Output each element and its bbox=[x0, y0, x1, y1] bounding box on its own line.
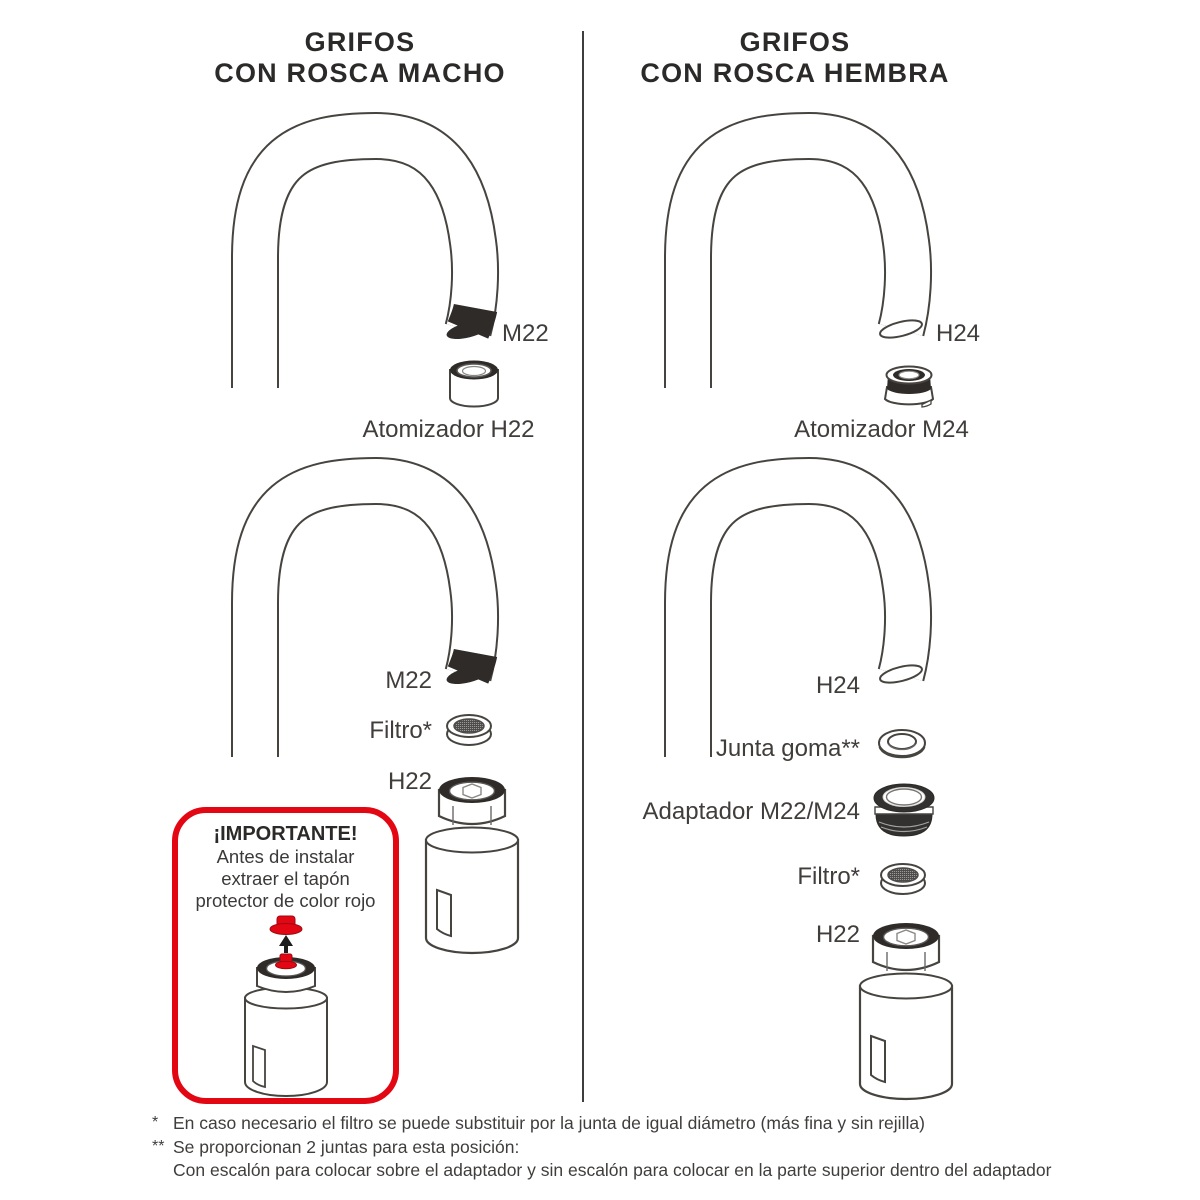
thread-label-m22-row2: M22 bbox=[385, 667, 432, 694]
column-title-male-line2: CON ROSCA MACHO bbox=[214, 58, 506, 88]
important-callout bbox=[172, 807, 399, 1104]
female-spout-drawing-row2 bbox=[613, 445, 973, 757]
part-label-atomizador-h22: Atomizador H22 bbox=[362, 416, 535, 443]
column-title-male-thread bbox=[150, 27, 570, 89]
thread-label-h24-row1: H24 bbox=[936, 320, 981, 347]
coupler-label-h22-left: H22 bbox=[387, 768, 432, 795]
footnote-2-continued bbox=[152, 1159, 1162, 1183]
column-divider bbox=[582, 31, 584, 1102]
adapter-label: Adaptador M22/M24 bbox=[642, 798, 860, 825]
footnote-1-text: En caso necesario el filtro se puede substituir por la junta de igual diámetro (más fina y sin rejilla) bbox=[173, 1113, 925, 1133]
footnote-1 bbox=[152, 1112, 1162, 1136]
column-title-female-line2: CON ROSCA HEMBRA bbox=[640, 58, 950, 88]
male-spout-drawing-row1 bbox=[180, 100, 540, 388]
aerator-m24-drawing bbox=[881, 363, 937, 410]
important-line2: extraer el tapón bbox=[221, 868, 350, 889]
coupler-h22-drawing-left bbox=[420, 762, 524, 962]
column-title-male-line1: GRIFOS bbox=[304, 27, 416, 57]
footnote-2-marker: ** bbox=[152, 1137, 165, 1155]
filter-drawing-left bbox=[445, 711, 493, 748]
coupler-label-h22-right: H22 bbox=[815, 921, 860, 948]
column-title-female-line1: GRIFOS bbox=[739, 27, 851, 57]
gasket-label: Junta goma** bbox=[715, 735, 860, 762]
filter-label-right: Filtro* bbox=[797, 863, 860, 890]
adapter-m22-m24-drawing bbox=[871, 780, 937, 842]
thread-label-h24-row2: H24 bbox=[815, 672, 860, 699]
important-line3: protector de color rojo bbox=[195, 890, 376, 911]
coupler-h22-drawing-right bbox=[854, 908, 958, 1108]
female-spout-drawing-row1 bbox=[613, 100, 973, 388]
thread-label-m22-row1: M22 bbox=[502, 320, 549, 347]
footnote-2-text: Se proporcionan 2 juntas para esta posición: bbox=[173, 1136, 520, 1157]
footnote-2-line2-text: Con escalón para colocar sobre el adaptador y sin escalón para colocar en la parte superior dentro del adaptador bbox=[173, 1160, 1052, 1180]
important-title: ¡IMPORTANTE! bbox=[213, 823, 358, 845]
footnote-1-marker: * bbox=[152, 1114, 159, 1131]
footnote-2 bbox=[152, 1136, 1162, 1160]
column-title-female-thread bbox=[585, 27, 1005, 89]
red-plug-removal-drawing bbox=[211, 914, 361, 1106]
footnotes bbox=[152, 1112, 1162, 1183]
part-label-atomizador-m24: Atomizador M24 bbox=[794, 416, 969, 443]
important-line1: Antes de instalar bbox=[216, 846, 355, 867]
filter-drawing-right bbox=[879, 860, 927, 897]
filter-label-left: Filtro* bbox=[369, 717, 432, 744]
rubber-gasket-drawing bbox=[877, 727, 927, 764]
aerator-h22-drawing bbox=[448, 358, 500, 410]
